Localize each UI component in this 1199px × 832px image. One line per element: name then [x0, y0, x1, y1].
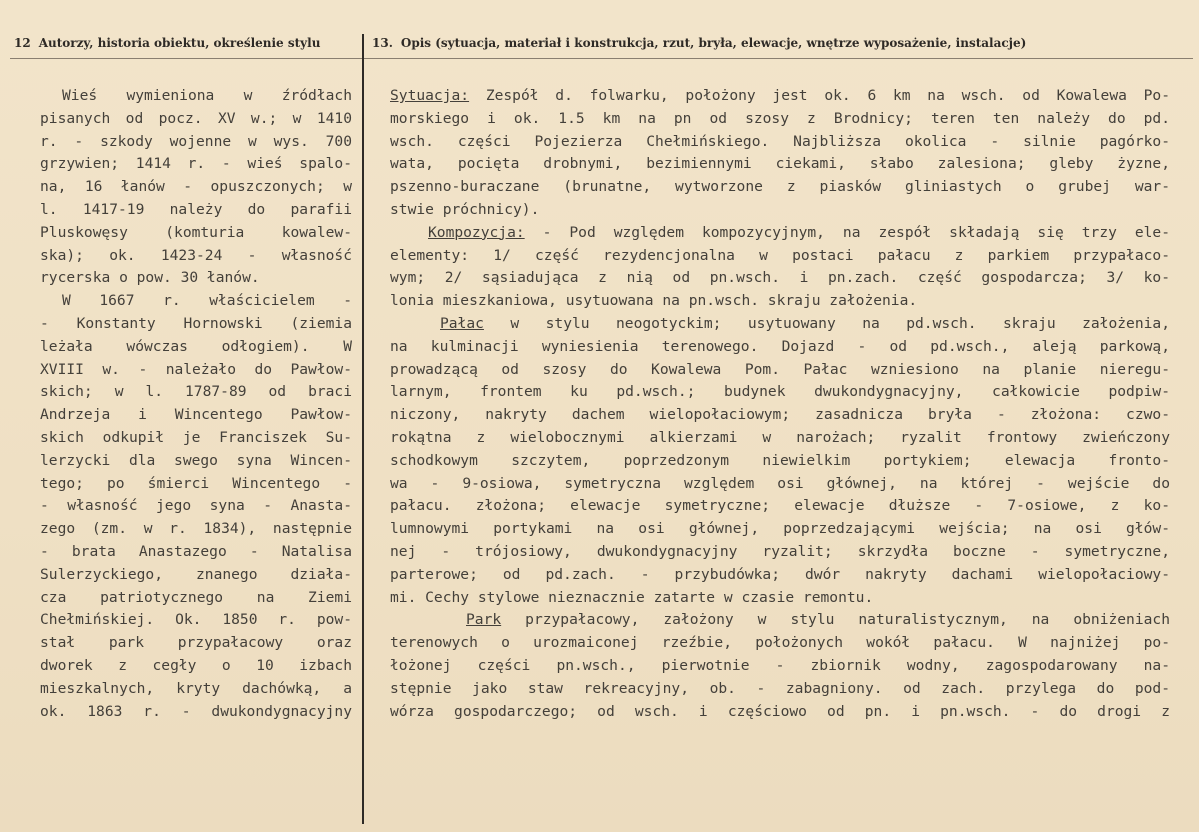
text-line: - własność jego syna - Anasta-: [40, 497, 352, 515]
text-line: - Konstanty Hornowski (ziemia: [40, 314, 352, 332]
text-line: wata, pocięta drobnymi, bezimiennymi ciekami, słabo zalesiona; gleby żyzne,: [390, 155, 1170, 173]
text-line: ska); ok. 1423-24 - własność: [40, 246, 352, 264]
right-section-header: [372, 36, 1026, 50]
text-line: tego; po śmierci Wincentego -: [40, 474, 352, 492]
left-section-title: Autorzy, historia obiektu, określenie stylu: [38, 36, 321, 50]
text-line: rycerska o pow. 30 łanów.: [40, 269, 260, 287]
text-line: pałacu. złożona; elewacje symetryczne; elewacje dłuższe - 7-osiowe, z ko-: [390, 497, 1170, 515]
text-line: niczony, nakryty dachem wielopołaciowym; zasadnicza bryła - złożona: czwo-: [390, 406, 1170, 424]
text-line: elementy: 1/ część rezydencjonalna w postaci pałacu z parkiem przypałaco-: [390, 246, 1170, 264]
text-fragment: w stylu neogotyckim; usytuowany na pd.wsch. skraju założenia,: [483, 314, 1170, 332]
left-section-header: [14, 36, 320, 50]
text-line: skich; w l. 1787-89 od braci: [40, 383, 352, 401]
text-line: ok. 1863 r. - dwukondygnacyjny: [40, 702, 352, 720]
sytuacja-label: Sytuacja:: [390, 87, 470, 104]
text-line: cza patriotycznego na Ziemi: [40, 588, 352, 606]
text-line: mieszkalnych, kryty dachówką, a: [40, 679, 352, 697]
text-line: nej - trójosiowy, dwukondygnacyjny ryzalit; skrzydła boczne - symetryczne,: [390, 542, 1170, 560]
palac-label: Pałac: [440, 314, 484, 332]
text-fragment: przypałacowy, założony w stylu naturalistycznym, na obniżeniach: [501, 611, 1170, 629]
text-line: lonia mieszkaniowa, usytuowana na pn.wsch. skraju założenia.: [390, 292, 918, 310]
history-text: [40, 85, 352, 723]
park-line: [390, 609, 1170, 632]
text-line: prowadzącą od szosy do Kowalewa Pom. Pałac wzniesiono na planie nieregu-: [390, 360, 1170, 378]
text-line: łożonej części pn.wsch., pierwotnie - zbiornik wodny, zagospodarowany na-: [390, 656, 1170, 674]
text-line: r. - szkody wojenne w wys. 700: [40, 132, 352, 150]
text-line: leżała wówczas odłogiem). W: [40, 337, 352, 355]
text-line: pisanych od pocz. XV w.; w 1410: [40, 109, 352, 127]
column-divider: [362, 34, 364, 824]
text-line: na, 16 łanów - opuszczonych; w: [40, 178, 352, 196]
text-line: skich odkupił je Franciszek Su-: [40, 428, 352, 446]
kompozycja-line: [390, 222, 1170, 245]
description-text: [390, 85, 1170, 723]
text-line: Pluskowęsy (komturia kowalew-: [40, 223, 352, 241]
text-line: grzywien; 1414 r. - wieś spalo-: [40, 155, 352, 173]
text-line: stwie próchnicy).: [390, 200, 540, 218]
text-line: Sulerzyckiego, znanego działa-: [40, 565, 352, 583]
text-line: XVIII w. - należało do Pawłow-: [40, 360, 352, 378]
text-line: parterowe; od pd.zach. - przybudówka; dwór nakryty dachami wielopołaciowy-: [390, 565, 1170, 583]
text-fragment: - Pod względem kompozycyjnym, na zespół składają się trzy ele-: [524, 223, 1170, 241]
text-line: schodkowym szczytem, poprzedzonym niewielkim portykiem; elewacja fronto-: [390, 451, 1170, 469]
park-label: Park: [466, 611, 502, 629]
text-line: pszenno-buraczane (brunatne, wytworzone z piasków gliniastych o grubej war-: [390, 178, 1170, 196]
text-line: Wieś wymieniona w źródłach: [62, 87, 352, 104]
text-line: Chełmińskiej. Ok. 1850 r. pow-: [40, 611, 352, 629]
text-line: - brata Anastazego - Natalisa: [40, 542, 352, 560]
text-line: l. 1417-19 należy do parafii: [40, 200, 352, 218]
text-line: wa - 9-osiowa, symetryczna względem osi głównej, na której - wejście do: [390, 474, 1170, 492]
text-line: zego (zm. w r. 1834), następnie: [40, 520, 352, 538]
text-line: na kulminacji wyniesienia terenowego. Dojazd - od pd.wsch., aleją parkową,: [390, 337, 1170, 355]
text-line: lumnowymi portykami na osi głównej, poprzedzającymi wejścia; na osi głów-: [390, 520, 1170, 538]
kompozycja-label: Kompozycja:: [428, 223, 525, 241]
right-section-number: 13.: [372, 36, 393, 50]
text-line: stępnie jako staw rekreacyjny, ob. - zabagniony. od zach. przylega do pod-: [390, 679, 1170, 697]
text-line: wsch. części Pojezierza Chełmińskiego. Najbliższa okolica - silnie pagórko-: [390, 132, 1170, 150]
text-line: larnym, frontem ku pd.wsch.; budynek dwukondygnacyjny, całkowicie podpiw-: [390, 383, 1170, 401]
text-line: W 1667 r. właścicielem -: [62, 292, 352, 310]
text-line: morskiego i ok. 1.5 km na pn od szosy z Brodnicy; teren ten należy do pd.: [390, 109, 1170, 127]
text-line: Andrzeja i Wincentego Pawłow-: [40, 406, 352, 424]
text-line: wórza gospodarczego; od wsch. i częściowo od pn. i pn.wsch. - do drogi z: [390, 702, 1170, 720]
left-section-number: 12: [14, 36, 31, 50]
sytuacja-line: [390, 85, 1170, 108]
text-line: lerzycki dla swego syna Wincen-: [40, 451, 352, 469]
text-fragment: Zespół d. folwarku, położony jest ok. 6 km na wsch. od Kowalewa Po-: [469, 87, 1170, 104]
palac-line: [390, 313, 1170, 336]
header-divider: [10, 58, 1193, 59]
text-line: wym; 2/ sąsiadująca z nią od pn.wsch. i pn.zach. część gospodarcza; 3/ ko-: [390, 269, 1170, 287]
text-line: mi. Cechy stylowe nieznacznie zatarte w czasie remontu.: [390, 588, 874, 606]
text-line: rokątna z wielobocznymi alkierzami w narożach; ryzalit frontowy zwieńczony: [390, 428, 1170, 446]
text-line: stał park przypałacowy oraz: [40, 634, 352, 652]
right-section-title: Opis (sytuacja, materiał i konstrukcja, rzut, bryła, elewacje, wnętrze wyposażenie, instalacje): [400, 36, 1027, 50]
text-line: terenowych o urozmaiconej rzeźbie, położonych wokół pałacu. W najniżej po-: [390, 634, 1170, 652]
text-line: dworek z cegły o 10 izbach: [40, 656, 352, 674]
